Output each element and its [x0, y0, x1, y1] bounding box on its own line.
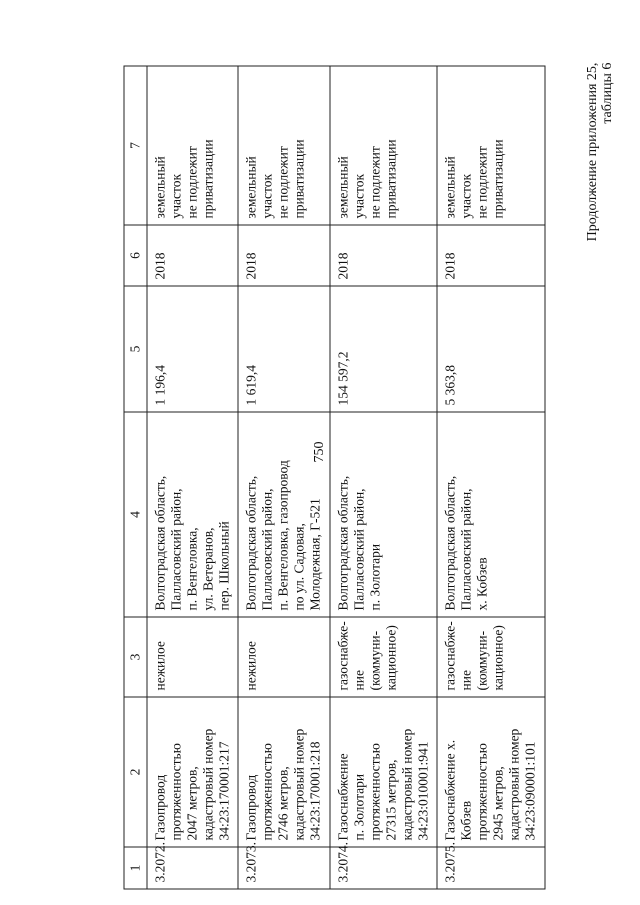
year-cell: 2018	[238, 225, 329, 286]
purpose-line: нежилое	[152, 641, 167, 691]
object-name-line: кадастровый номер	[506, 728, 522, 841]
object-name-cell	[437, 697, 545, 847]
land-line: участок	[458, 173, 474, 219]
address-line: Палласовский район,	[168, 488, 183, 611]
address-line: Палласовский район,	[458, 488, 474, 611]
property-table-wrapper	[123, 67, 545, 890]
land-line: приватизации	[200, 139, 215, 219]
year-cell: 2018	[147, 225, 238, 286]
table-row	[437, 66, 545, 889]
land-line: участок	[350, 173, 366, 219]
object-name-line: протяженностью	[259, 743, 275, 841]
year-cell: 2018	[329, 225, 437, 286]
row-number-cell: 3.2072.	[147, 847, 238, 889]
address-line: п. Золотари	[366, 543, 382, 611]
address-line: по ул. Садовая,	[291, 523, 307, 611]
land-line: земельный	[152, 156, 167, 219]
address-line: ул. Ветеранов,	[200, 527, 215, 611]
object-name-line: 2746 метров,	[275, 766, 291, 841]
land-cell	[147, 66, 238, 225]
object-name-line: протяженностью	[366, 743, 382, 841]
table-header-row	[124, 66, 147, 889]
row-number-cell: 3.2073.	[238, 847, 329, 889]
row-number-cell: 3.2074.	[329, 847, 437, 889]
purpose-line: ние	[350, 670, 366, 691]
object-name-line: 34:23:010001:941	[414, 741, 430, 841]
land-cell	[329, 66, 437, 225]
object-name-line: кадастровый номер	[200, 728, 215, 841]
object-name-line: кадастровый номер	[398, 728, 414, 841]
object-name-line: 34:23:170001:217	[216, 741, 231, 841]
object-name-line: 2047 метров,	[184, 766, 199, 841]
object-name-line: Газопровод	[243, 774, 259, 841]
column-header: 4	[124, 412, 147, 617]
purpose-cell	[147, 617, 238, 697]
property-table	[123, 66, 545, 890]
address-cell	[147, 412, 238, 617]
continuation-line-1: Продолжение приложения 25,	[585, 62, 600, 242]
object-name-cell	[329, 697, 437, 847]
land-line: приватизации	[291, 139, 307, 219]
address-line: пер. Школьный	[216, 521, 231, 611]
column-header: 1	[124, 847, 147, 889]
table-row	[238, 66, 329, 889]
purpose-line: газоснабже-	[334, 621, 350, 691]
address-line: Волгоградская область,	[243, 475, 259, 611]
purpose-cell	[329, 617, 437, 697]
continuation-line-2: таблицы 6	[600, 62, 615, 124]
land-cell	[238, 66, 329, 225]
land-line: земельный	[334, 156, 350, 219]
land-line: не подлежит	[474, 146, 490, 219]
land-line: не подлежит	[275, 146, 291, 219]
table-row	[147, 66, 238, 889]
value-cell: 5 363,8	[437, 286, 545, 412]
land-line: участок	[168, 173, 183, 219]
column-header: 5	[124, 286, 147, 412]
object-name-line: кадастровый номер	[291, 728, 307, 841]
land-line: приватизации	[490, 139, 506, 219]
address-cell	[437, 412, 545, 617]
object-name-line: протяженностью	[474, 743, 490, 841]
address-line: Волгоградская область,	[152, 475, 167, 611]
purpose-line: (коммуни-	[474, 630, 490, 691]
address-cell	[329, 412, 437, 617]
object-name-cell	[147, 697, 238, 847]
object-name-line: 27315 метров,	[382, 759, 398, 841]
address-line: Палласовский район,	[259, 488, 275, 611]
purpose-line: нежилое	[243, 641, 259, 691]
page-number: 750	[312, 441, 327, 463]
address-line: Палласовский район,	[350, 488, 366, 611]
object-name-cell	[238, 697, 329, 847]
land-line: не подлежит	[366, 146, 382, 219]
address-line: Молодежная, Г-521	[307, 498, 323, 611]
purpose-line: кационное)	[382, 625, 398, 691]
purpose-line: газоснабже-	[442, 621, 458, 691]
object-name-line: 34:23:090001:101	[522, 741, 538, 841]
object-name-line: Газоснабжение	[334, 753, 350, 841]
address-cell	[238, 412, 329, 617]
address-line: Волгоградская область,	[442, 475, 458, 611]
column-header: 6	[124, 225, 147, 286]
purpose-line: ние	[458, 670, 474, 691]
continuation-note	[585, 63, 615, 242]
column-header: 7	[124, 66, 147, 225]
land-line: не подлежит	[184, 146, 199, 219]
object-name-line: 2945 метров,	[490, 766, 506, 841]
purpose-cell	[238, 617, 329, 697]
address-line: х. Кобзев	[474, 557, 490, 611]
year-cell: 2018	[437, 225, 545, 286]
purpose-line: (коммуни-	[366, 630, 382, 691]
table-row	[329, 66, 437, 889]
address-line: Волгоградская область,	[334, 475, 350, 611]
land-cell	[437, 66, 545, 225]
value-cell: 1 619,4	[238, 286, 329, 412]
land-line: приватизации	[382, 139, 398, 219]
land-line: земельный	[243, 156, 259, 219]
column-header: 2	[124, 697, 147, 847]
object-name-line: протяженностью	[168, 743, 183, 841]
land-line: земельный	[442, 156, 458, 219]
purpose-line: кационное)	[490, 625, 506, 691]
value-cell: 154 597,2	[329, 286, 437, 412]
address-line: п. Венгеловка,	[184, 527, 199, 611]
object-name-line: Газопровод	[152, 774, 167, 841]
object-name-line: п. Золотари	[350, 773, 366, 841]
address-line: п. Венгеловка, газопровод	[275, 460, 291, 611]
row-number-cell: 3.2075.	[437, 847, 545, 889]
purpose-cell	[437, 617, 545, 697]
column-header: 3	[124, 617, 147, 697]
land-line: участок	[259, 173, 275, 219]
object-name-line: 34:23:170001:218	[307, 741, 323, 841]
object-name-line: Газоснабжение х. Кобзев	[442, 739, 474, 841]
value-cell: 1 196,4	[147, 286, 238, 412]
